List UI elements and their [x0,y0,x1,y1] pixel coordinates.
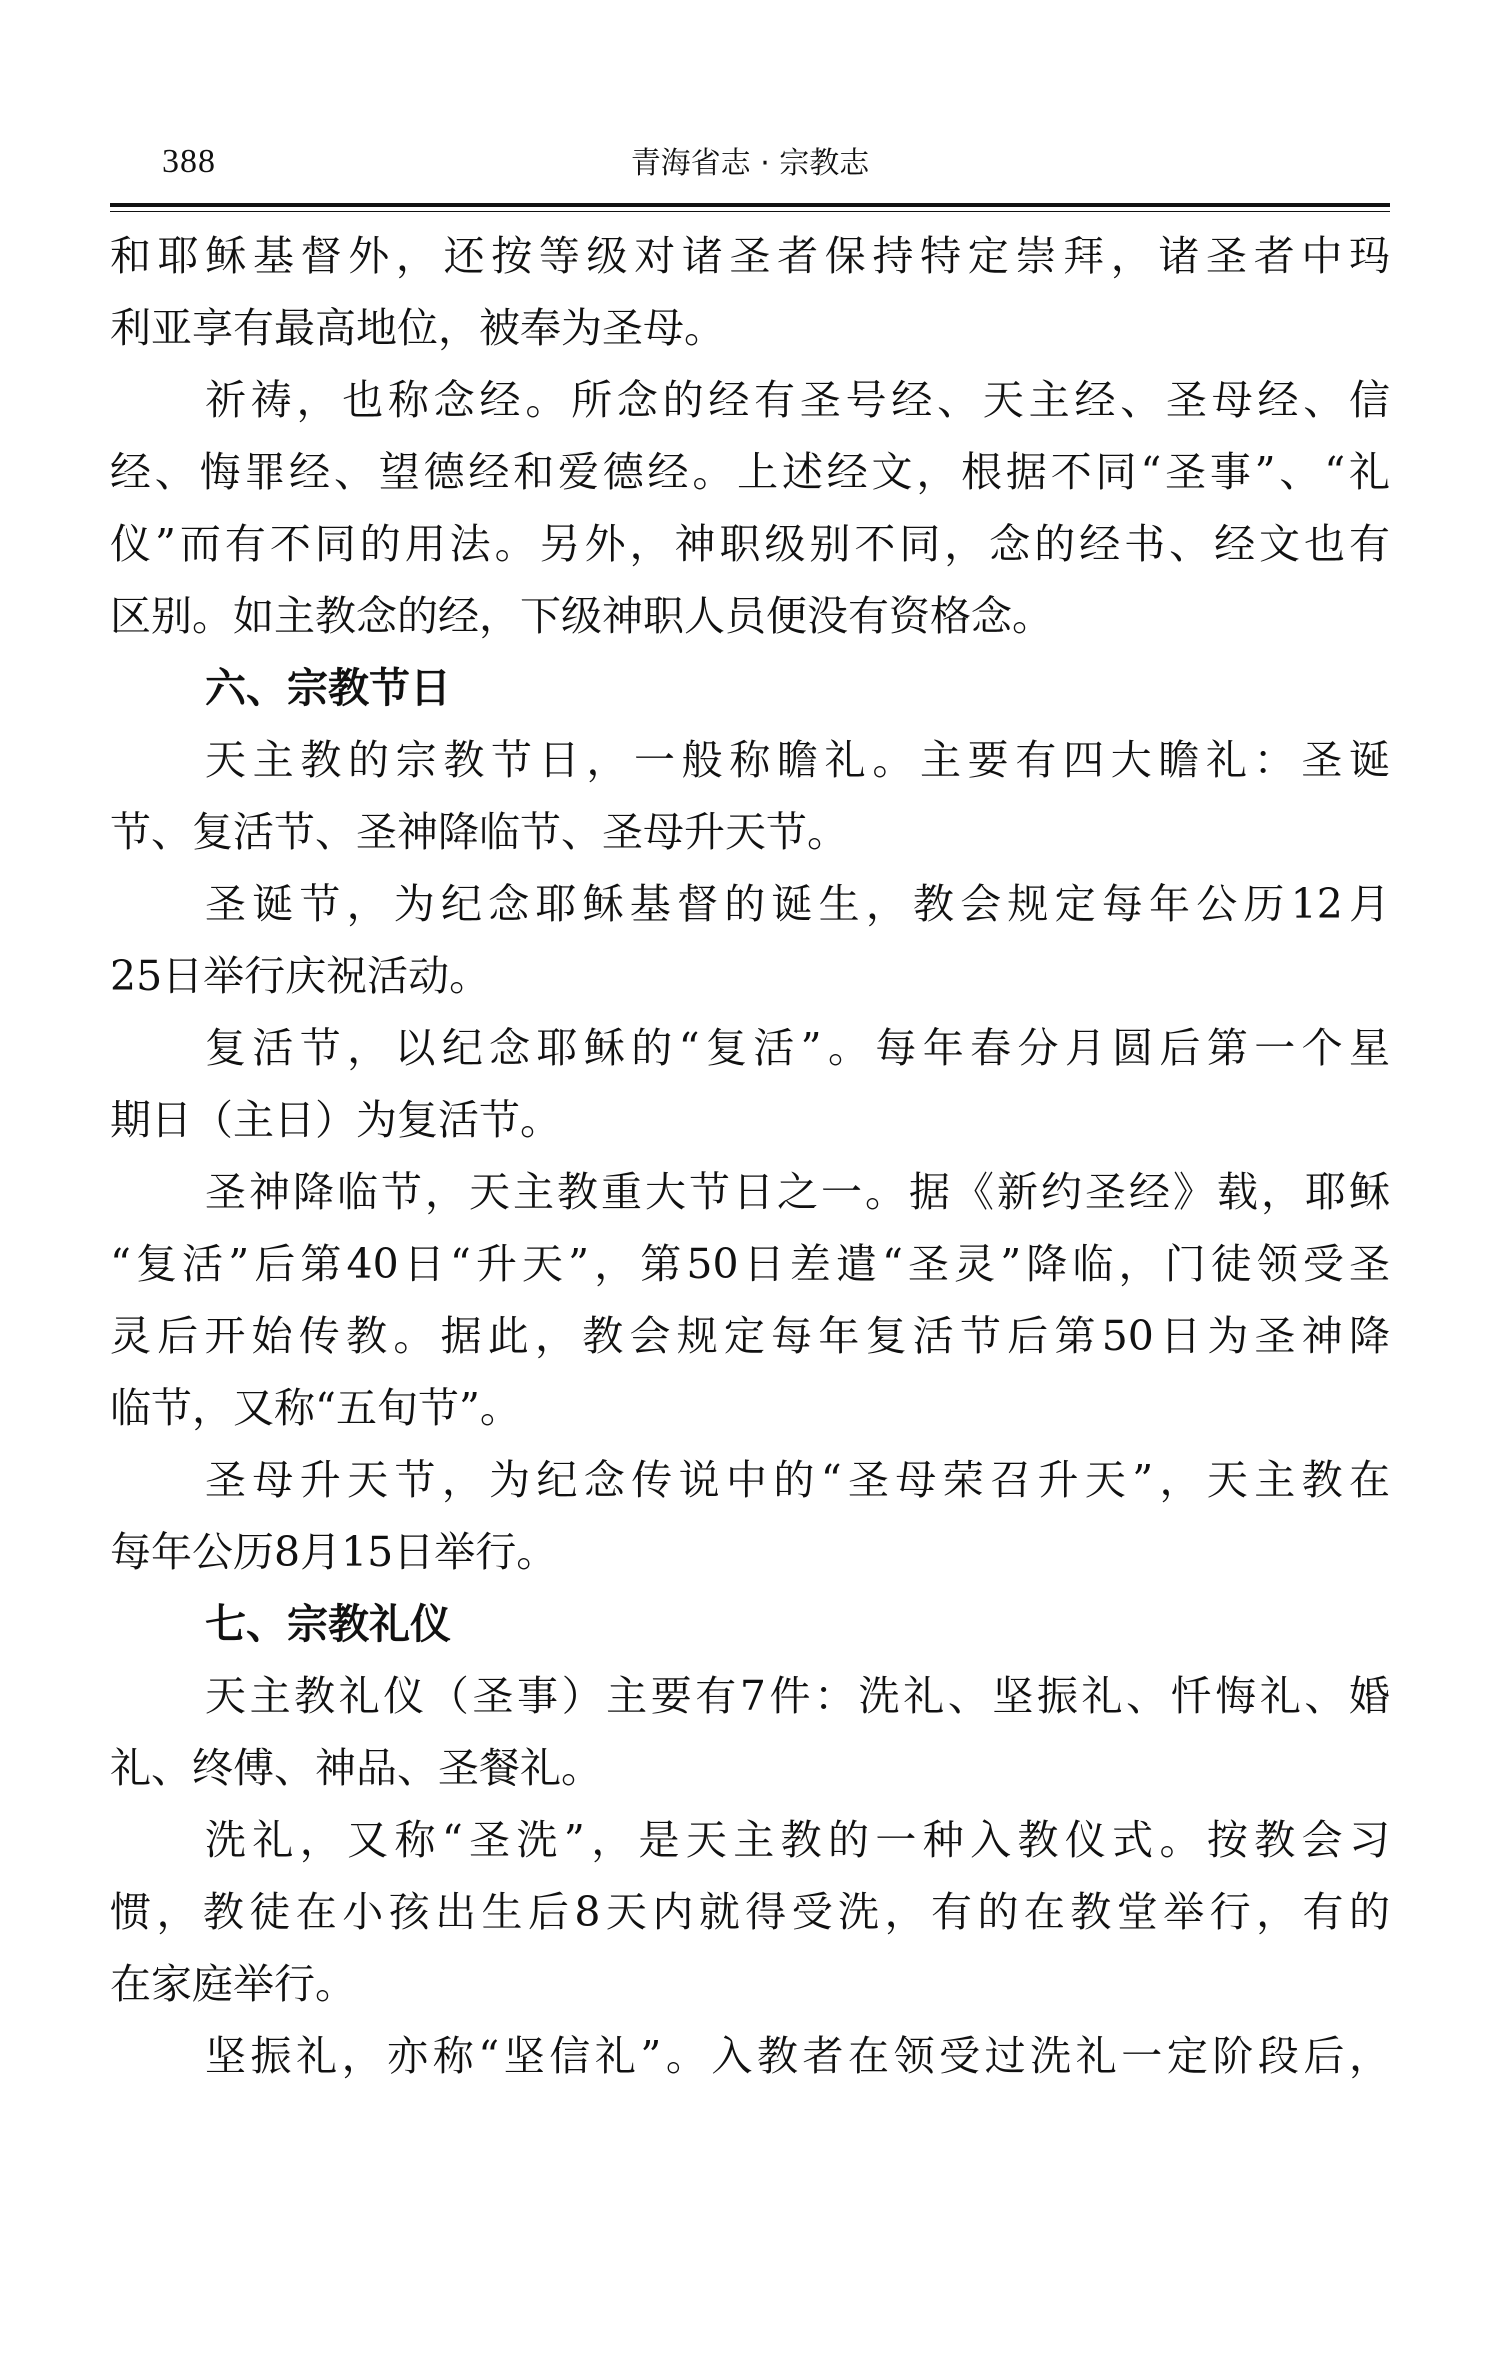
page-header [110,140,1390,200]
page-number: 388 [162,143,216,180]
text-line: 区别。如主教念的经，下级神职人员便没有资格念。 [110,592,1053,640]
text-line: 每年公历8月15日举行。 [110,1528,558,1576]
text-line: 礼、终傅、神品、圣餐礼。 [110,1744,602,1792]
text-line: 经、悔罪经、望德经和爱德经。上述经文，根据不同“圣事”、“礼 [110,448,1390,496]
header-rule-thick [110,203,1390,207]
text-line: “复活”后第40日“升天”，第50日差遣“圣灵”降临，门徒领受圣 [110,1240,1390,1288]
header-rule-thin [110,211,1390,212]
text-line: 圣神降临节，天主教重大节日之一。据《新约圣经》载，耶稣 [205,1168,1390,1216]
section-heading: 七、宗教礼仪 [205,1600,451,1648]
text-line: 祈祷，也称念经。所念的经有圣号经、天主经、圣母经、信 [205,376,1390,424]
text-line: 惯，教徒在小孩出生后8天内就得受洗，有的在教堂举行，有的 [110,1888,1390,1936]
text-line: 天主教的宗教节日，一般称瞻礼。主要有四大瞻礼：圣诞 [205,736,1390,784]
text-line: 仪”而有不同的用法。另外，神职级别不同，念的经书、经文也有 [110,520,1390,568]
text-line: 利亚享有最高地位，被奉为圣母。 [110,304,725,352]
running-title: 青海省志 · 宗教志 [630,146,870,181]
text-line: 洗礼，又称“圣洗”，是天主教的一种入教仪式。按教会习 [205,1816,1390,1864]
text-line: 节、复活节、圣神降临节、圣母升天节。 [110,808,848,856]
text-line: 期日（主日）为复活节。 [110,1096,561,1144]
text-line: 在家庭举行。 [110,1960,356,2008]
text-line: 天主教礼仪（圣事）主要有7件：洗礼、坚振礼、忏悔礼、婚 [205,1672,1390,1720]
text-line: 圣诞节，为纪念耶稣基督的诞生，教会规定每年公历12月 [205,880,1390,928]
text-line: 临节，又称“五旬节”。 [110,1384,521,1432]
body-text [110,232,1390,2104]
text-line: 坚振礼，亦称“坚信礼”。入教者在领受过洗礼一定阶段后， [205,2032,1390,2080]
text-line: 25日举行庆祝活动。 [110,952,491,1000]
text-line: 圣母升天节，为纪念传说中的“圣母荣召升天”，天主教在 [205,1456,1390,1504]
text-line: 和耶稣基督外，还按等级对诸圣者保持特定崇拜，诸圣者中玛 [110,232,1390,280]
section-heading: 六、宗教节日 [205,664,451,712]
text-line: 复活节，以纪念耶稣的“复活”。每年春分月圆后第一个星 [205,1024,1390,1072]
text-line: 灵后开始传教。据此，教会规定每年复活节后第50日为圣神降 [110,1312,1390,1360]
